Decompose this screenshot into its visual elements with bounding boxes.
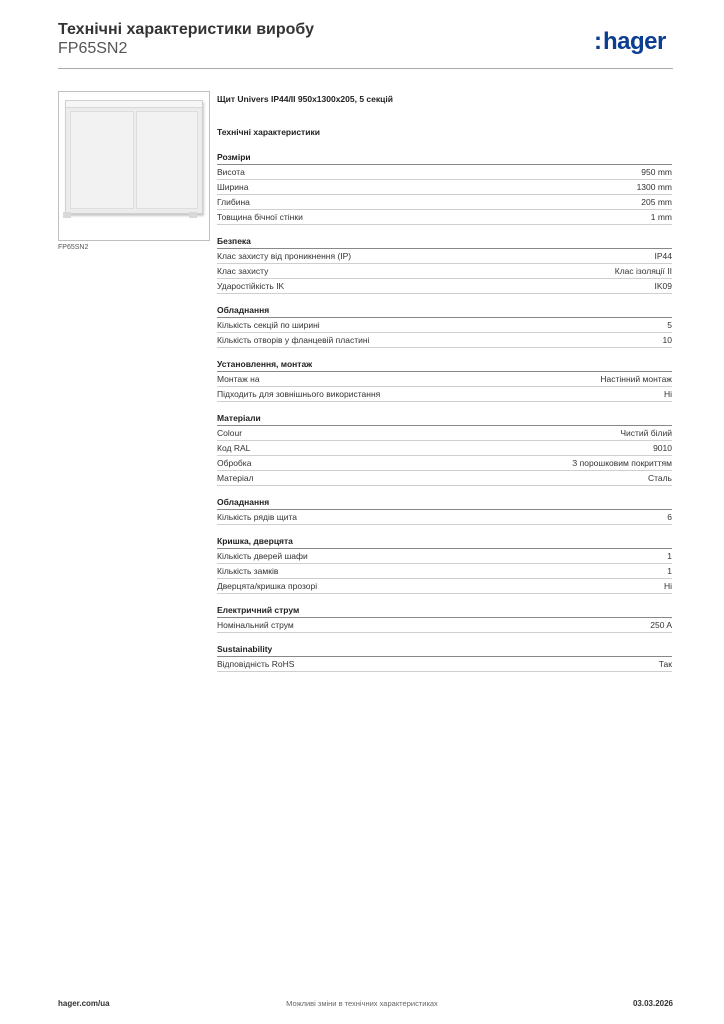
spec-label: Номінальний струм	[217, 620, 294, 630]
spec-value: IP44	[654, 251, 672, 261]
spec-label: Клас захисту від проникнення (IP)	[217, 251, 352, 261]
spec-value: 250 A	[650, 620, 672, 630]
spec-group	[217, 152, 672, 225]
spec-section-title: Технічні характеристики	[217, 127, 320, 137]
spec-row	[217, 333, 672, 348]
spec-label: Дверцята/кришка прозорі	[217, 581, 318, 591]
spec-value: Сталь	[647, 473, 672, 483]
spec-row	[217, 210, 672, 225]
spec-row	[217, 657, 672, 672]
spec-row	[217, 195, 672, 210]
spec-label: Підходить для зовнішнього використання	[217, 389, 381, 399]
spec-row	[217, 426, 672, 441]
spec-group	[217, 536, 672, 594]
spec-group	[217, 305, 672, 348]
spec-row	[217, 279, 672, 294]
cabinet-illustration	[65, 100, 203, 214]
footer-date: 03.03.2026	[632, 999, 673, 1008]
spec-value: Ні	[663, 389, 672, 399]
product-code: FP65SN2	[58, 40, 128, 57]
spec-label: Обробка	[217, 458, 252, 468]
spec-label: Colour	[217, 428, 243, 438]
product-image	[58, 91, 210, 241]
spec-label: Кількість отворів у фланцевій пластині	[217, 335, 370, 345]
spec-label: Клас захисту	[217, 266, 269, 276]
spec-label: Кількість рядів щита	[217, 512, 297, 522]
spec-group-title: Sustainability	[217, 644, 672, 657]
spec-value: 1	[667, 551, 672, 561]
spec-row	[217, 318, 672, 333]
spec-label: Глибина	[217, 197, 250, 207]
spec-row	[217, 264, 672, 279]
spec-row	[217, 471, 672, 486]
spec-value: Настінний монтаж	[600, 374, 672, 384]
cabinet-door-right	[136, 111, 198, 209]
spec-row	[217, 564, 672, 579]
logo-text: hager	[603, 28, 666, 55]
product-description: Щит Univers IP44/II 950x1300x205, 5 секцій	[217, 94, 393, 104]
spec-content	[217, 94, 672, 672]
cabinet-foot-right	[189, 212, 197, 218]
spec-groups	[217, 152, 672, 672]
cabinet-door-left	[70, 111, 134, 209]
spec-row	[217, 165, 672, 180]
spec-row	[217, 456, 672, 471]
spec-group-title: Установлення, монтаж	[217, 359, 672, 372]
spec-row	[217, 372, 672, 387]
spec-group-title: Обладнання	[217, 497, 672, 510]
spec-value: 6	[667, 512, 672, 522]
spec-row	[217, 549, 672, 564]
spec-value: 1300 mm	[636, 182, 672, 192]
spec-group-title: Розміри	[217, 152, 672, 165]
spec-label: Матеріал	[217, 473, 254, 483]
spec-row	[217, 618, 672, 633]
spec-value: Ні	[663, 581, 672, 591]
spec-value: Так	[658, 659, 672, 669]
spec-group	[217, 497, 672, 525]
spec-label: Кількість секцій по ширині	[217, 320, 320, 330]
spec-group-title: Обладнання	[217, 305, 672, 318]
spec-row	[217, 579, 672, 594]
spec-value: 1	[667, 566, 672, 576]
cabinet-top	[66, 101, 202, 108]
spec-label: Відповідність RoHS	[217, 659, 295, 669]
page-title: Технічні характеристики виробу	[58, 21, 314, 38]
spec-value: 1 mm	[650, 212, 672, 222]
spec-group	[217, 413, 672, 486]
hager-logo	[594, 28, 666, 56]
cabinet-foot-left	[63, 212, 71, 218]
logo-colon-icon: :	[594, 28, 602, 55]
spec-value: 9010	[653, 443, 672, 453]
spec-group	[217, 359, 672, 402]
spec-value: Чистий білий	[620, 428, 672, 438]
spec-row	[217, 387, 672, 402]
spec-group-title: Кришка, дверцята	[217, 536, 672, 549]
footer-website: hager.com/ua	[58, 999, 110, 1008]
footer-note: Можливі зміни в технічних характеристиках	[286, 999, 438, 1008]
spec-group	[217, 236, 672, 294]
spec-value: IK09	[654, 281, 672, 291]
spec-label: Ударостійкість IK	[217, 281, 285, 291]
spec-label: Висота	[217, 167, 245, 177]
spec-value: 10	[662, 335, 672, 345]
spec-row	[217, 510, 672, 525]
spec-group-title: Безпека	[217, 236, 672, 249]
spec-label: Товщина бічної стінки	[217, 212, 303, 222]
spec-label: Код RAL	[217, 443, 251, 453]
spec-row	[217, 180, 672, 195]
spec-label: Кількість дверей шафи	[217, 551, 308, 561]
spec-label: Ширина	[217, 182, 249, 192]
spec-group-title: Електричний струм	[217, 605, 672, 618]
spec-value: 5	[667, 320, 672, 330]
spec-group	[217, 605, 672, 633]
image-caption: FP65SN2	[58, 244, 89, 251]
spec-value: Клас ізоляції II	[614, 266, 672, 276]
spec-group-title: Матеріали	[217, 413, 672, 426]
spec-row	[217, 249, 672, 264]
spec-group	[217, 644, 672, 672]
spec-row	[217, 441, 672, 456]
spec-label: Кількість замків	[217, 566, 279, 576]
spec-label: Монтаж на	[217, 374, 260, 384]
spec-value: 950 mm	[641, 167, 672, 177]
header-divider	[58, 68, 673, 69]
spec-value: 205 mm	[641, 197, 672, 207]
spec-value: З порошковим покриттям	[572, 458, 672, 468]
